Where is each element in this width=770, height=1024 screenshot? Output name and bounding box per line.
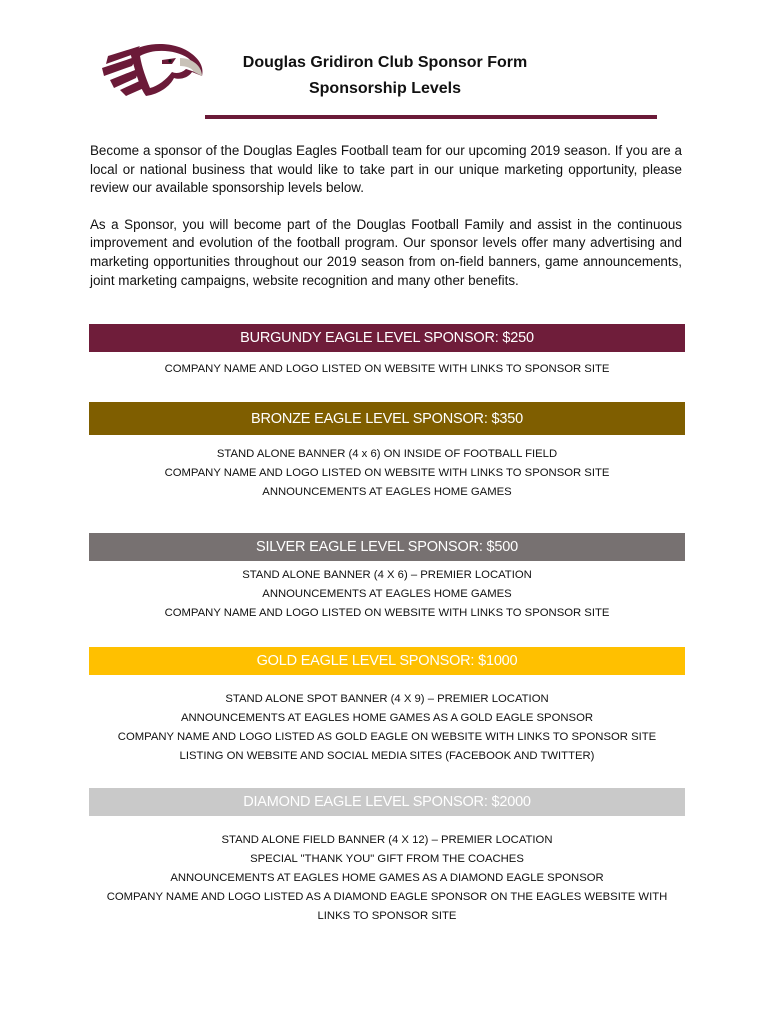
level-heading-burgundy: BURGUNDY EAGLE LEVEL SPONSOR: $250 (89, 324, 685, 352)
level-item: COMPANY NAME AND LOGO LISTED ON WEBSITE WITH LINKS TO SPONSOR SITE (164, 363, 610, 375)
level-items-gold (89, 690, 685, 766)
level-heading-bronze: BRONZE EAGLE LEVEL SPONSOR: $350 (89, 402, 685, 435)
level-item: STAND ALONE BANNER (4 x 6) ON INSIDE OF FOOTBALL FIELD (216, 448, 558, 460)
level-item: COMPANY NAME AND LOGO LISTED ON WEBSITE WITH LINKS TO SPONSOR SITE (164, 607, 610, 619)
level-items-silver (89, 566, 685, 623)
page-title: Douglas Gridiron Club Sponsor Form (242, 54, 528, 71)
intro-paragraph-1: Become a sponsor of the Douglas Eagles Football team for our upcoming 2019 season. If you are a local or national business that would like to take part in our unique marketing opportunity, please review our available sponsorship levels below. (90, 143, 682, 196)
level-item: COMPANY NAME AND LOGO LISTED ON WEBSITE WITH LINKS TO SPONSOR SITE (164, 467, 610, 479)
intro-paragraph-2: As a Sponsor, you will become part of the Douglas Football Family and assist in the continuous improvement and evolution of the football program. Our sponsor levels offer many advertising and marketing opportunities throughout our 2019 season from on-field banners, game announcements, joint marketing campaigns, website recognition and many other benefits. (90, 216, 682, 288)
level-items-bronze (89, 445, 685, 502)
level-item: ANNOUNCEMENTS AT EAGLES HOME GAMES (262, 486, 512, 498)
page-header (0, 0, 770, 125)
level-heading-diamond: DIAMOND EAGLE LEVEL SPONSOR: $2000 (89, 788, 685, 816)
level-item: ANNOUNCEMENTS AT EAGLES HOME GAMES (262, 588, 512, 600)
level-heading-silver: SILVER EAGLE LEVEL SPONSOR: $500 (89, 533, 685, 561)
level-items-burgundy (89, 360, 685, 379)
level-item: STAND ALONE BANNER (4 X 6) – PREMIER LOCATION (242, 569, 532, 581)
intro-text (90, 142, 682, 308)
level-items-diamond (89, 831, 685, 926)
level-heading-gold: GOLD EAGLE LEVEL SPONSOR: $1000 (89, 647, 685, 675)
level-item: COMPANY NAME AND LOGO LISTED AS A DIAMOND EAGLE SPONSOR ON THE EAGLES WEBSITE WITH (106, 891, 668, 903)
level-item: STAND ALONE SPOT BANNER (4 X 9) – PREMIER LOCATION (225, 693, 549, 705)
level-item: STAND ALONE FIELD BANNER (4 X 12) – PREMIER LOCATION (221, 834, 553, 846)
level-item: COMPANY NAME AND LOGO LISTED AS GOLD EAGLE ON WEBSITE WITH LINKS TO SPONSOR SITE (117, 731, 657, 743)
level-item: ANNOUNCEMENTS AT EAGLES HOME GAMES AS A GOLD EAGLE SPONSOR (180, 712, 594, 724)
level-item: LINKS TO SPONSOR SITE (317, 910, 457, 922)
level-item: ANNOUNCEMENTS AT EAGLES HOME GAMES AS A DIAMOND EAGLE SPONSOR (170, 872, 604, 884)
level-item: LISTING ON WEBSITE AND SOCIAL MEDIA SITES (FACEBOOK AND TWITTER) (179, 750, 595, 762)
header-divider (205, 115, 657, 119)
title-block (190, 50, 580, 102)
page-subtitle: Sponsorship Levels (308, 80, 462, 97)
level-item: SPECIAL "THANK YOU" GIFT FROM THE COACHES (250, 853, 524, 865)
